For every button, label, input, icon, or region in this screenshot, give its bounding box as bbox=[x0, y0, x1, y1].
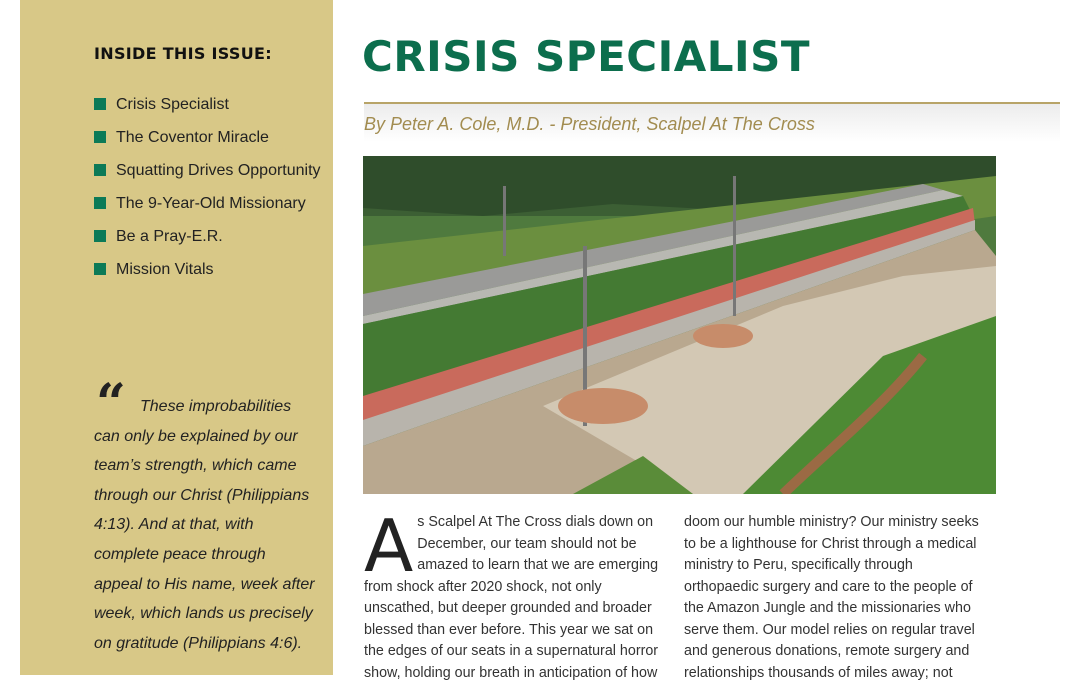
square-bullet-icon bbox=[94, 98, 106, 110]
article-headline: CRISIS SPECIALIST bbox=[362, 32, 811, 81]
aerial-photo-illustration bbox=[363, 156, 996, 494]
pull-quote: These improbabilities can only be explained by our team’s strength, which came through our Christ (Philippians 4:13). And at that, with complete peace through appeal to His name, week after week, which lands us precisely on gratitude (Philippians 4:6). bbox=[94, 398, 315, 652]
square-bullet-icon bbox=[94, 197, 106, 209]
article-photo bbox=[363, 156, 996, 494]
toc-list bbox=[94, 94, 324, 292]
toc-item[interactable]: The Coventor Miracle bbox=[94, 127, 324, 149]
toc-item[interactable]: Crisis Specialist bbox=[94, 94, 324, 116]
toc-item[interactable]: The 9-Year-Old Missionary bbox=[94, 193, 324, 215]
toc-item[interactable]: Squatting Drives Opportunity bbox=[94, 160, 324, 182]
article-column-1: As Scalpel At The Cross dials down on December, our team should not be amazed to learn that we are emerging from shock after 2020 shock, not only unscathed, but deeper grounded and broader blessed than ever before. This year we sat on the edges of our seats in a supernatural horror show, holding our breath in anticipation of how bbox=[364, 504, 659, 681]
square-bullet-icon bbox=[94, 263, 106, 275]
toc-item[interactable]: Be a Pray-E.R. bbox=[94, 226, 324, 248]
article-byline: By Peter A. Cole, M.D. - President, Scalpel At The Cross bbox=[364, 114, 815, 134]
sidebar bbox=[20, 0, 333, 675]
square-bullet-icon bbox=[94, 230, 106, 242]
quote-mark-icon: “ bbox=[96, 373, 126, 434]
square-bullet-icon bbox=[94, 131, 106, 143]
square-bullet-icon bbox=[94, 164, 106, 176]
inside-issue-title: INSIDE THIS ISSUE: bbox=[94, 44, 272, 63]
article-column-2: doom our humble ministry? Our ministry seeks to be a lighthouse for Christ through a medical ministry to Peru, specifically through orthopaedic surgery and care to the people of the Amazon Jungle and the missionaries who serve them. Our model relies on regular travel and generous donations, remote surgery and relationships thousands of miles away; not bbox=[684, 514, 979, 681]
drop-cap: A bbox=[364, 504, 414, 588]
toc-item[interactable]: Mission Vitals bbox=[94, 259, 324, 281]
